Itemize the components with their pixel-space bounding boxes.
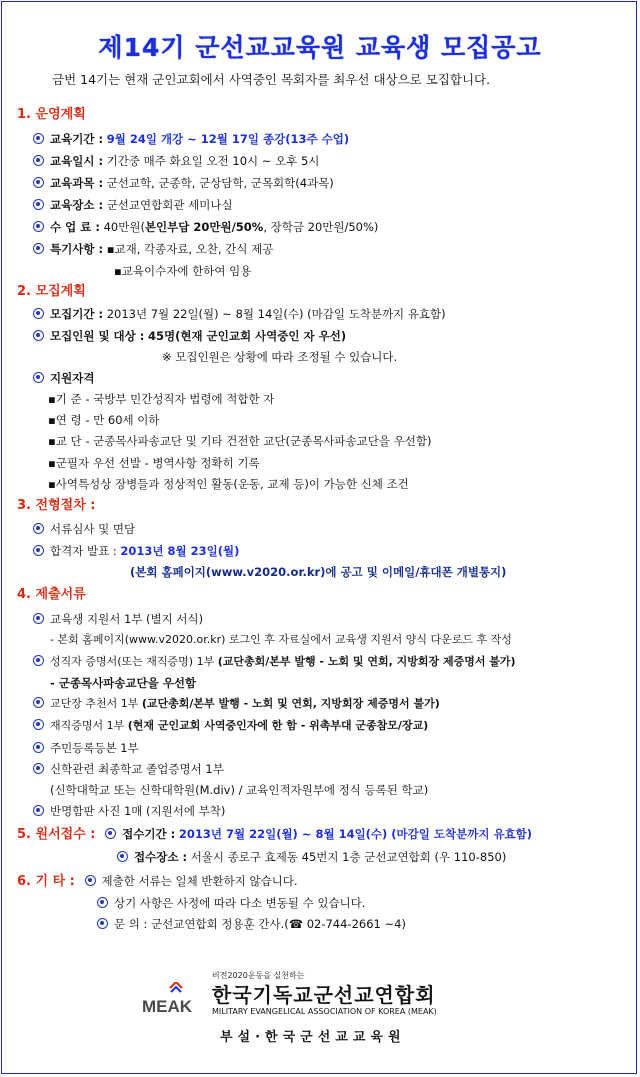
- bullet-circle-icon: [97, 918, 108, 929]
- bullet-circle-icon: [33, 742, 44, 753]
- s2-q1: ▪기 준 - 국방부 민간성직자 법령에 적합한 자: [48, 392, 275, 406]
- bullet-circle-icon: [33, 330, 44, 341]
- s1-fee: 수 업 료 : 40만원(본인부담 20만원/50%, 장학금 20만원/50%): [33, 219, 378, 235]
- s3-item2: 합격자 발표 : 2013년 8월 23일(월): [33, 543, 239, 559]
- s2-q4: ▪군필자 우선 선발 - 병역사항 정확히 기록: [48, 456, 260, 470]
- bullet-circle-icon: [33, 523, 44, 534]
- s1-place: 교육장소 : 군선교연합회관 세미나실: [33, 197, 233, 213]
- s4-d1-note: - 본회 홈페이지(www.v2020.or.kr) 로그인 후 자료실에서 교육생 지원서 양식 다운로드 후 작성: [50, 633, 512, 646]
- bullet-circle-icon: [85, 875, 96, 886]
- bullet-circle-icon: [33, 133, 44, 144]
- s4-d3: 교단장 추천서 1부 (교단총회/본부 발행 - 노회 및 연회, 지방회장 제증명서 불가): [33, 696, 440, 712]
- s2-q2: ▪연 령 - 만 60세 이하: [48, 413, 160, 427]
- s4-d2: 성직자 증명서(또는 재직증명) 1부 (교단총회/본부 발행 - 노회 및 연회, 지방회장 제증명서 불가): [33, 654, 516, 670]
- bullet-circle-icon: [33, 545, 44, 556]
- section-3-heading: 3. 전형절차 :: [17, 498, 96, 513]
- bullet-circle-icon: [33, 308, 44, 319]
- s4-d1: 교육생 지원서 1부 (별지 서식): [33, 611, 203, 627]
- logo-name: 한국기독교군선교연합회: [212, 983, 436, 1007]
- section-6: 6. 기 타 : 제출한 서류는 일체 반환하지 않습니다.: [17, 874, 298, 889]
- bullet-circle-icon: [105, 828, 116, 839]
- bullet-circle-icon: [33, 199, 44, 210]
- s2-note: ※ 모집인원은 상황에 따라 조정될 수 있습니다.: [162, 350, 398, 364]
- section-6-heading: 6. 기 타 :: [17, 874, 75, 889]
- bullet-circle-icon: [33, 177, 44, 188]
- s6-e3: 문 의 : 군선교연합회 정용훈 간사.(☎ 02-744-2661 ~4): [97, 916, 406, 932]
- s4-d6: 신학관련 최종학교 졸업증명서 1부: [33, 761, 224, 777]
- section-5-heading: 5. 원서접수 :: [17, 827, 96, 842]
- s3-item2-note: (본회 홈페이지(www.v2020.or.kr)에 공고 및 이메일/휴대폰 개별통지): [130, 565, 507, 579]
- s4-d2-note: - 군종목사파송교단을 우선함: [50, 676, 197, 690]
- bullet-circle-icon: [33, 221, 44, 232]
- s4-d7: 반명함판 사진 1매 (지원서에 부착): [33, 803, 225, 819]
- s1-special-2: ▪교육이수자에 한하여 임용: [114, 264, 252, 278]
- meak-logo-mark-icon: [140, 982, 210, 1018]
- s1-special: 특기사항 : ▪교재, 각종자료, 오찬, 간식 제공: [33, 241, 273, 257]
- bullet-circle-icon: [33, 697, 44, 708]
- logo-tagline: 비전2020운동을 실천하는: [212, 971, 305, 980]
- s2-qualification: 지원자격: [33, 370, 94, 386]
- logo-english: MILITARY EVANGELICAL ASSOCIATION OF KOREA (MEAK): [212, 1007, 437, 1016]
- organization-logo: [140, 970, 500, 1050]
- bullet-circle-icon: [33, 155, 44, 166]
- s1-subjects: 교육과목 : 군선교학, 군종학, 군상담학, 군목회학(4과목): [33, 175, 334, 191]
- bullet-circle-icon: [33, 763, 44, 774]
- bullet-circle-icon: [117, 851, 128, 862]
- s1-schedule: 교육일시 : 기간중 매주 화요일 오전 10시 ~ 오후 5시: [33, 153, 319, 169]
- s2-count: 모집인원 및 대상 : 45명(현재 군인교회 사역중인 자 우선): [33, 328, 346, 344]
- intro-text: 금번 14기는 현재 군인교회에서 사역중인 목회자를 최우선 대상으로 모집합니다.: [52, 72, 491, 87]
- section-2-heading: 2. 모집계획: [17, 284, 86, 299]
- s2-period: 모집기간 : 2013년 7월 22일(월) ~ 8월 14일(수) (마감일 도착분까지 유효함): [33, 306, 446, 322]
- bullet-circle-icon: [33, 805, 44, 816]
- s6-e2: 상기 사항은 사정에 따라 다소 변동될 수 있습니다.: [97, 895, 365, 911]
- s4-d4: 재직증명서 1부 (현재 군인교회 사역중인자에 한 함 - 위촉부대 군종참모/장교): [33, 718, 428, 734]
- s4-d6-note: (신학대학교 또는 신학대학원(M.div) / 교육인적자원부에 정식 등록된 학교): [50, 783, 429, 797]
- logo-affiliate: 부설·한국군선교교육원: [220, 1030, 406, 1045]
- s1-period: 교육기간 : 9월 24일 개강 ~ 12월 17일 종강(13주 수업): [33, 131, 349, 147]
- bullet-circle-icon: [33, 655, 44, 666]
- section-1-heading: 1. 운영계획: [17, 107, 86, 122]
- page-title: 제14기 군선교교육원 교육생 모집공고: [98, 33, 542, 62]
- s4-d5: 주민등록등본 1부: [33, 740, 139, 756]
- bullet-circle-icon: [33, 613, 44, 624]
- logo-mark-text: MEAK: [142, 997, 193, 1016]
- s2-q5: ▪사역특성상 장병들과 정상적인 활동(운동, 교제 등)이 가능한 신체 조건: [48, 477, 409, 491]
- bullet-circle-icon: [33, 719, 44, 730]
- section-5: 5. 원서접수 : 접수기간 : 2013년 7월 22일(월) ~ 8월 14일(수) (마감일 도착분까지 유효함): [17, 827, 533, 842]
- section-4-heading: 4. 제출서류: [17, 587, 86, 602]
- bullet-circle-icon: [33, 372, 44, 383]
- s5-place: 접수장소 : 서울시 종로구 효제동 45번지 1층 군선교연합회 (우 110-850): [117, 849, 506, 865]
- bullet-circle-icon: [33, 243, 44, 254]
- bullet-circle-icon: [97, 897, 108, 908]
- s2-q3: ▪교 단 - 군종목사파송교단 및 기타 건전한 교단(군종목사파송교단을 우선함): [48, 434, 432, 448]
- s3-item1: 서류심사 및 면담: [33, 521, 135, 537]
